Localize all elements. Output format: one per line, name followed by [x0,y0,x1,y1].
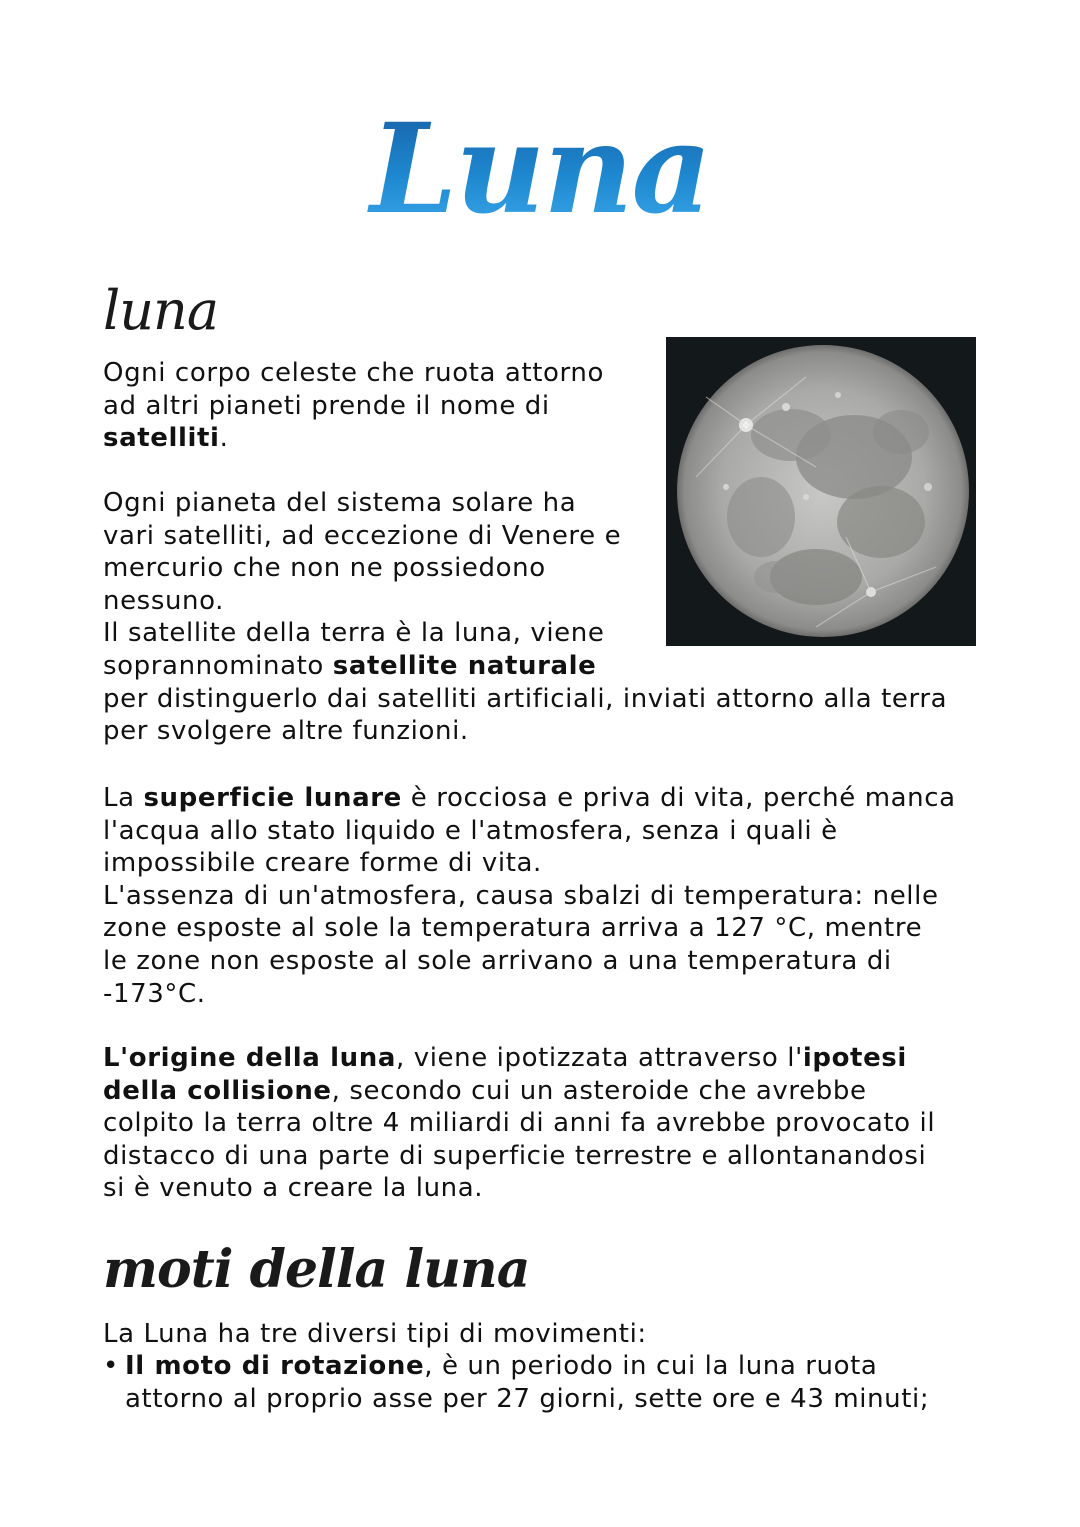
text-run: per distinguerlo dai satelliti artificiali, inviati attorno alla terra per svolgere altre funzioni. [103,683,948,747]
bold-term-moto-rotazione: Il moto di rotazione [125,1351,425,1381]
bold-term-ipotesi-collisione: ipotesi della collisione [103,1043,907,1106]
text-run: La Luna ha tre diversi tipi di movimenti: [103,1319,647,1349]
page-title: Luna [0,108,1080,232]
list-item-text [125,1350,929,1415]
paragraph-superficie-lunare [103,782,956,1010]
text-run: , è un periodo in cui la luna ruota attorno al proprio asse per 27 giorni, sette ore e 43 minuti; [125,1351,930,1414]
section-heading-moti: moti della luna [103,1239,530,1300]
paragraph-origine-luna [103,1042,935,1205]
paragraph-movimenti-intro [103,1318,647,1351]
bold-term-satelliti: satelliti [103,423,220,454]
section-heading-luna: luna [103,279,219,342]
bold-term-superficie-lunare: superficie lunare [143,783,402,813]
bullet-marker: • [103,1351,119,1381]
text-run: è rocciosa e priva di vita, perché manca l'acqua allo stato liquido e l'atmosfera, senza i quali è impossibile creare forme di vita. L'assenza di un'atmosfera, causa sbalzi di temperatura: nelle zone esposte al sole la temperatura arriva a 127 °C, mentre le zone non esposte al sole arrivano a una temperatura di -173°C. [103,783,956,1009]
paragraph-satellite-naturale [103,487,947,748]
text-run: Ogni corpo celeste che ruota attorno ad altri pianeti prende il nome di [103,358,604,421]
text-run: La [103,783,144,813]
bold-term-satellite-naturale: satellite naturale [332,650,597,681]
bold-term-origine-luna: L'origine della luna [103,1043,396,1073]
text-run: . [219,423,229,454]
paragraph-satelliti [103,357,604,455]
text-run: , viene ipotizzata attraverso l' [396,1043,803,1073]
text-run: , secondo cui un asteroide che avrebbe colpito la terra oltre 4 miliardi di anni fa avrebbe provocato il distacco di una parte di superficie terrestre e allontanandosi si è venuto a creare la luna. [103,1075,936,1204]
text-run: Ogni pianeta del sistema solare ha vari satelliti, ad eccezione di Venere e mercurio che non ne possiedono nessuno. Il satellite della terra è la luna, viene soprannominato [103,488,622,681]
list-item-moto-rotazione [103,1350,929,1415]
